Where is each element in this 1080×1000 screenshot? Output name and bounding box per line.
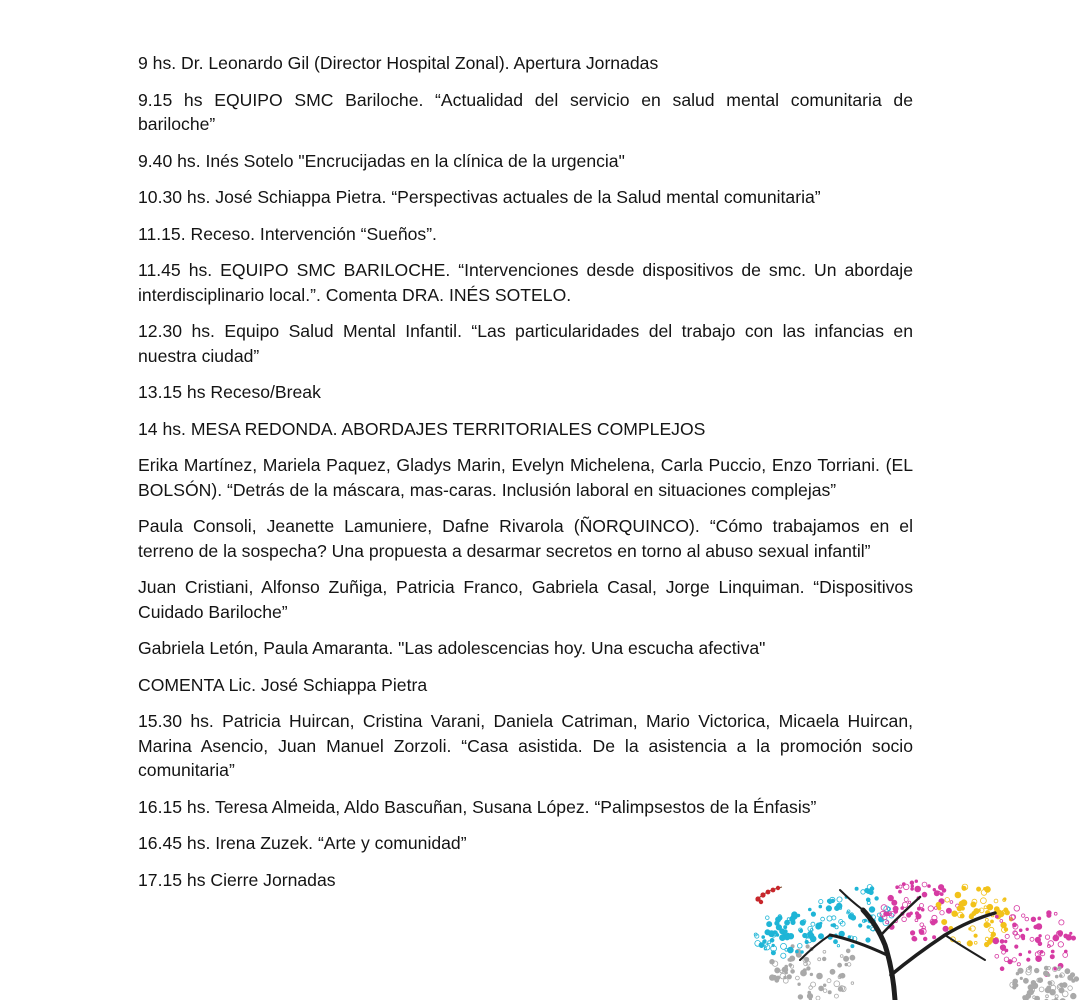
tree-dot (946, 908, 951, 913)
tree-dot (1012, 958, 1016, 962)
tree-dot (1018, 968, 1023, 973)
tree-dot (981, 898, 987, 904)
tree-dot (1023, 996, 1027, 1000)
schedule-item-1230: 12.30 hs. Equipo Salud Mental Infantil. “Las particularidades del trabajo con las infancias en nuestra ciudad” (138, 321, 913, 366)
tree-dot (1023, 978, 1028, 983)
tree-dot (1002, 950, 1006, 954)
tree-dot (828, 991, 831, 994)
tree-dot (801, 951, 804, 954)
tree-dot (1046, 995, 1049, 998)
tree-dot (798, 944, 803, 949)
tree-dot (1021, 934, 1025, 938)
tree-dot (945, 898, 950, 903)
tree-dot (1044, 966, 1048, 970)
tree-dot (801, 970, 807, 976)
tree-dot (844, 956, 849, 961)
tree-dot (1000, 940, 1004, 944)
tree-dot (1025, 917, 1029, 921)
tree-dot (1038, 978, 1043, 983)
tree-dot (933, 888, 936, 891)
tree-dot (875, 897, 879, 901)
tree-dot (928, 906, 933, 911)
tree-dot (835, 926, 838, 929)
tree-dot (974, 909, 979, 914)
tree-dot (785, 935, 790, 940)
tree-dot (1004, 928, 1008, 932)
tree-dot (821, 917, 825, 921)
tree-dot (1051, 950, 1054, 953)
tree-dot (837, 897, 842, 902)
tree-dot (838, 963, 842, 967)
tree-dot (834, 994, 838, 998)
tree-dot (899, 885, 902, 888)
tree-dot (830, 969, 835, 974)
tree-dot (1071, 936, 1075, 940)
tree-dot (934, 891, 939, 896)
tree-dot (784, 926, 787, 929)
tree-dot (851, 982, 854, 985)
tree-dot (1004, 957, 1009, 962)
tree-dot (942, 919, 947, 924)
tree-dot (788, 947, 794, 953)
tree-dot (1019, 929, 1022, 932)
tree-dot (809, 986, 813, 990)
tree-dot (823, 950, 826, 953)
tree-dot (776, 976, 780, 980)
tree-dot (1022, 914, 1025, 917)
tree-dot (1026, 928, 1029, 931)
schedule-text (138, 51, 913, 892)
schedule-item-1715: 17.15 hs Cierre Jornadas (138, 869, 336, 890)
tree-dot (839, 974, 843, 978)
tree-dot (827, 916, 832, 921)
tree-dot (808, 908, 811, 911)
tree-dot (783, 978, 788, 983)
tree-dot (834, 981, 840, 987)
tree-dot (864, 919, 867, 922)
tree-dot (807, 967, 811, 971)
tree-dot (1064, 934, 1068, 938)
tree-dot (776, 925, 781, 930)
tree-dot (989, 927, 994, 932)
tree-dot (800, 920, 805, 925)
tree-dot (1001, 922, 1007, 928)
tree-dot (1027, 958, 1030, 961)
panel-commentator: COMENTA Lic. José Schiappa Pietra (138, 674, 428, 695)
tree-dot (796, 950, 799, 953)
tree-dot (870, 887, 874, 891)
tree-dot (819, 905, 822, 908)
tree-dot (984, 942, 989, 947)
tree-dot (1015, 945, 1018, 948)
tree-dot (985, 918, 988, 921)
tree-dot (1068, 986, 1073, 991)
tree-dot (995, 954, 999, 958)
tree-dot (1058, 931, 1063, 936)
tree-dot (879, 917, 884, 922)
tree-dot (938, 885, 943, 890)
tree-dot (1000, 920, 1003, 923)
schedule-item-0940: 9.40 hs. Inés Sotelo "Encrucijadas en la clínica de la urgencia" (138, 150, 625, 171)
tree-dot (1063, 953, 1068, 958)
tree-dot (903, 884, 909, 890)
tree-dot (967, 941, 972, 946)
tree-dot (971, 902, 976, 907)
tree-dot (861, 890, 865, 894)
tree-dot (910, 881, 914, 885)
tree-dot (1047, 913, 1051, 917)
tree-dot (1050, 955, 1054, 959)
tree-dot (822, 957, 826, 961)
tree-dot (928, 885, 931, 888)
tree-dot (915, 880, 918, 883)
tree-dot (922, 892, 927, 897)
tree-dot (943, 926, 948, 931)
tree-dot (823, 989, 827, 993)
tree-dot (984, 887, 987, 890)
tree-dot (819, 986, 824, 991)
tree-dot (910, 931, 914, 935)
tree-dot (1058, 966, 1061, 969)
tree-dot (850, 955, 855, 960)
tree-dot (984, 922, 989, 927)
tree-dot (798, 995, 803, 1000)
tree-dot (888, 895, 894, 901)
tree-dot (1059, 920, 1064, 925)
tree-dot (762, 936, 765, 939)
tree-dot (788, 958, 791, 961)
schedule-item-1615: 16.15 hs. Teresa Almeida, Aldo Bascuñan, Susana López. “Palimpsestos de la Énfasis” (138, 796, 817, 817)
schedule-item-1530: 15.30 hs. Patricia Huircan, Cristina Varani, Daniela Catriman, Mario Victorica, Micaela Huircan, Marina Asencio, Juan Manuel Zorzoli. “Casa asistida. De la asistencia a la promoción socio comunitaria” (138, 711, 913, 780)
tree-dot (1072, 979, 1075, 982)
tree-dot (1035, 937, 1040, 942)
tree-dot (827, 979, 831, 983)
tree-dot (993, 938, 999, 944)
tree-dot (1070, 932, 1072, 934)
tree-dot (808, 991, 811, 994)
tree-dot (1034, 968, 1039, 973)
tree-dot (974, 941, 977, 944)
tree-dot (766, 916, 770, 920)
tree-dot (955, 892, 961, 898)
tree-dot (922, 882, 927, 887)
tree-dot (836, 903, 842, 909)
tree-dot (1065, 969, 1070, 974)
tree-dot (1031, 980, 1036, 985)
tree-dot (1035, 996, 1040, 1000)
schedule-item-1115: 11.15. Receso. Intervención “Sueños”. (138, 223, 437, 244)
tree-dot (855, 887, 858, 890)
tree-dot (823, 984, 826, 987)
tree-dot (1020, 977, 1022, 979)
tree-dot (838, 987, 843, 992)
tree-dot (792, 912, 798, 918)
tree-dot (1055, 975, 1058, 978)
tree-dot (915, 912, 918, 915)
tree-dot (848, 936, 851, 939)
tree-dot (985, 937, 988, 940)
tree-dot (818, 934, 823, 939)
tree-dot (775, 968, 780, 973)
tree-dot (811, 922, 815, 926)
tree-dot (915, 886, 921, 892)
tree-dot (977, 887, 981, 891)
tree-dot (770, 959, 775, 964)
tree-dot (892, 900, 897, 905)
tree-dot (798, 983, 801, 986)
tree-dot (960, 914, 964, 918)
tree-dot (778, 916, 782, 920)
schedule-item-0900: 9 hs. Dr. Leonardo Gil (Director Hospital Zonal). Apertura Jornadas (138, 53, 659, 73)
tree-dot (1000, 967, 1004, 971)
tree-dot (908, 901, 910, 903)
tree-dot (987, 904, 993, 910)
tree-dot (923, 937, 927, 941)
schedule-item-1315: 13.15 hs Receso/Break (138, 382, 321, 402)
tree-dot (819, 900, 823, 904)
tree-dot (846, 949, 850, 953)
tree-dot (1047, 974, 1050, 977)
tree-dot (840, 955, 843, 958)
tree-dot (769, 975, 775, 981)
tree-dot (796, 976, 800, 980)
tree-dot (767, 922, 772, 927)
tree-dot (851, 945, 854, 948)
schedule-item-0915: 9.15 hs EQUIPO SMC Bariloche. “Actualidad del servicio en salud mental comunitaria de bariloche” (138, 89, 913, 134)
tree-dot (1071, 993, 1077, 999)
tree-dot (787, 975, 791, 979)
tree-dot (910, 912, 913, 915)
tree-dot (1048, 941, 1054, 947)
tree-dot (770, 938, 774, 942)
schedule-item-1400-heading: 14 hs. MESA REDONDA. ABORDAJES TERRITORIALES COMPLEJOS (138, 418, 706, 439)
tree-of-dots-logo (745, 875, 1080, 1000)
tree-dot (866, 898, 870, 902)
tree-dot (806, 945, 809, 948)
tree-dot (1028, 951, 1031, 954)
tree-dot (1059, 988, 1064, 993)
tree-dot (811, 912, 815, 916)
tree-dot (763, 940, 766, 943)
tree-dot (859, 924, 862, 927)
tree-dot (1005, 934, 1009, 938)
tree-dot (837, 945, 839, 947)
tree-dot (1019, 953, 1022, 956)
tree-dot (1036, 924, 1042, 930)
tree-dot (782, 967, 788, 973)
tree-dot (791, 970, 795, 974)
tree-dot (1017, 963, 1020, 966)
tree-dot (961, 900, 967, 906)
tree-dot (1054, 967, 1057, 970)
tree-dot (1000, 945, 1005, 950)
tree-dot (886, 921, 889, 924)
tree-dot (805, 940, 808, 943)
tree-dot (1028, 985, 1033, 990)
tree-dot (896, 886, 899, 889)
tree-dot (940, 911, 944, 915)
tree-dot (1047, 986, 1051, 990)
panel-talk-el-bolson: Erika Martínez, Mariela Paquez, Gladys Marin, Evelyn Michelena, Carla Puccio, Enzo Torriani. (EL BOLSÓN). “Detrás de la máscara, mas-caras. Inclusión laboral en situaciones complejas” (138, 455, 913, 500)
schedule-item-1645: 16.45 hs. Irena Zuzek. “Arte y comunidad” (138, 833, 467, 853)
tree-dot (917, 907, 920, 910)
tree-dot (894, 909, 898, 913)
panel-talk-adolescencias: Gabriela Letón, Paula Amaranta. "Las adolescencias hoy. Una escucha afectiva" (138, 638, 766, 658)
tree-dot (1030, 937, 1034, 941)
tree-dot (1014, 906, 1020, 912)
tree-dot (995, 915, 998, 918)
tree-dot (776, 934, 779, 937)
tree-dot (1038, 917, 1041, 920)
tree-dot (911, 885, 914, 888)
tree-dot (952, 911, 958, 917)
tree-dot (950, 901, 953, 904)
tree-dot (810, 973, 813, 976)
tree-dot (911, 888, 914, 891)
tree-dot (1004, 940, 1007, 943)
tree-dot (915, 919, 918, 922)
tree-dot (867, 926, 870, 929)
tree-dot (902, 917, 907, 922)
tree-dot (901, 907, 904, 910)
tree-dot (818, 958, 821, 961)
tree-dot (974, 934, 977, 937)
tree-dot (1039, 935, 1042, 938)
tree-dot (1055, 995, 1058, 998)
tree-dot (994, 907, 999, 912)
tree-dot (869, 907, 875, 913)
tree-dot (1031, 917, 1036, 922)
tree-dot (940, 893, 943, 896)
tree-dot (961, 907, 964, 910)
tree-dot (866, 938, 870, 942)
tree-dot (904, 898, 908, 902)
panel-talk-dispositivos: Juan Cristiani, Alfonso Zuñiga, Patricia Franco, Gabriela Casal, Jorge Linquiman. “Dispositivos Cuidado Bariloche” (138, 577, 913, 622)
schedule-item-1145: 11.45 hs. EQUIPO SMC BARILOCHE. “Intervenciones desde dispositivos de smc. Un abordaje interdisciplinario local.”. Comenta DRA. INÉS SOTELO. (138, 260, 913, 305)
tree-dot (781, 943, 787, 949)
tree-dot (981, 890, 987, 896)
tree-dot (816, 996, 820, 1000)
tree-dot (781, 953, 786, 958)
tree-dot (1064, 950, 1067, 953)
tree-dot (764, 947, 767, 950)
tree-dot (1058, 942, 1063, 947)
tree-dot (991, 920, 994, 923)
tree-dot (826, 906, 831, 911)
tree-dot (1045, 935, 1049, 939)
tree-dot (920, 904, 924, 908)
tree-dot (834, 940, 838, 944)
tree-dot (899, 890, 902, 893)
schedule-item-1030: 10.30 hs. José Schiappa Pietra. “Perspectivas actuales de la Salud mental comunitaria” (138, 187, 821, 207)
tree-dot (1054, 912, 1057, 915)
tree-dot (1028, 966, 1031, 969)
panel-talk-norquinco: Paula Consoli, Jeanette Lamuniere, Dafne Rivarola (ÑORQUINCO). “Cómo trabajamos en el terreno de la sospecha? Una propuesta a desarmar secretos en torno al abuso sexual infantil” (138, 516, 913, 561)
tree-dot (1039, 987, 1044, 992)
tree-dot (921, 908, 924, 911)
tree-dot (933, 936, 936, 939)
tree-dot (994, 899, 998, 903)
tree-dot (936, 902, 941, 907)
tree-dot (984, 906, 987, 909)
